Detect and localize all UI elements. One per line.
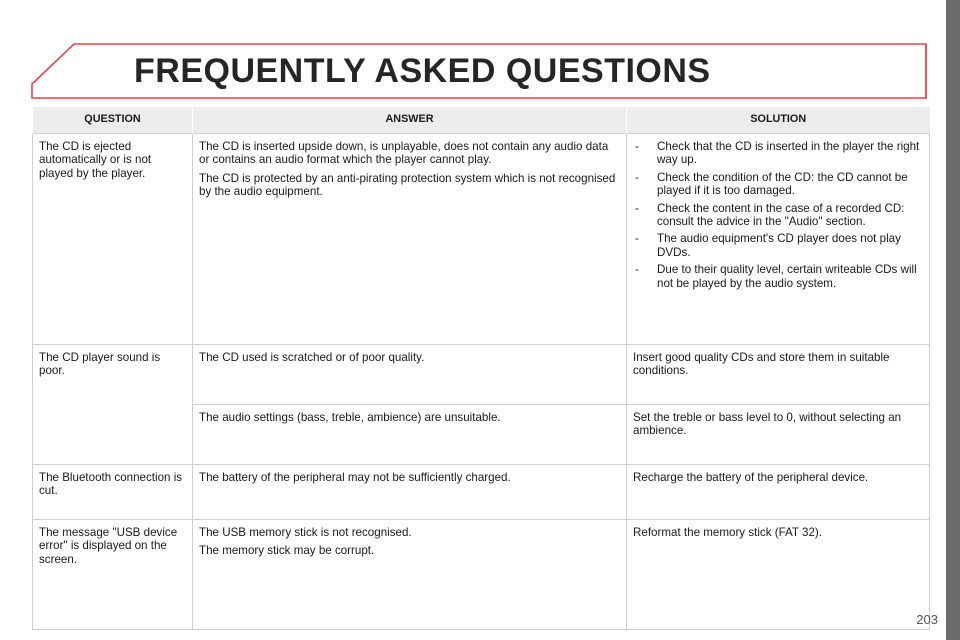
solution-list <box>633 140 923 290</box>
answer-cell <box>193 134 627 345</box>
answer-cell <box>193 520 627 630</box>
solution-text: Reformat the memory stick (FAT 32). <box>633 526 822 539</box>
solution-item-text: Check the condition of the CD: the CD cannot be played if it is too damaged. <box>657 170 908 198</box>
dash-bullet: - <box>635 263 639 277</box>
question-text: The message "USB device error" is displayed on the screen. <box>39 526 178 566</box>
solution-item <box>633 263 923 290</box>
solution-text: Insert good quality CDs and store them in suitable conditions. <box>633 351 890 378</box>
answer-cell <box>193 465 627 520</box>
column-header-solution: SOLUTION <box>627 107 930 134</box>
solution-item <box>633 232 923 259</box>
faq-table <box>32 107 930 630</box>
solution-cell <box>627 520 930 630</box>
solution-item-text: Due to their quality level, certain writeable CDs will not be played by the audio system. <box>657 263 917 290</box>
answer-text: The audio settings (bass, treble, ambience) are unsuitable. <box>199 411 501 424</box>
question-cell <box>33 520 193 630</box>
answer-text: The CD is inserted upside down, is unplayable, does not contain any audio data or contains an audio format which the player cannot play. <box>199 140 609 167</box>
solution-cell <box>627 345 930 405</box>
table-row <box>33 520 930 630</box>
table-header-row <box>33 107 930 134</box>
answer-text: The battery of the peripheral may not be sufficiently charged. <box>199 471 511 484</box>
question-text: The Bluetooth connection is cut. <box>39 471 183 498</box>
page-title: FREQUENTLY ASKED QUESTIONS <box>134 52 711 90</box>
page-number: 203 <box>916 612 938 627</box>
solution-text: Set the treble or bass level to 0, without selecting an ambience. <box>633 411 902 438</box>
dash-bullet: - <box>635 140 639 153</box>
question-cell <box>33 465 193 520</box>
dash-bullet: - <box>635 170 639 184</box>
answer-text: The memory stick may be corrupt. <box>199 544 375 558</box>
solution-item <box>633 171 923 198</box>
table-row <box>33 134 930 345</box>
column-header-question: QUESTION <box>33 107 193 134</box>
question-text: The CD player sound is poor. <box>39 351 161 378</box>
dash-bullet: - <box>635 201 639 215</box>
solution-item-text: Check the content in the case of a recorded CD: consult the advice in the "Audio" section. <box>657 201 905 229</box>
solution-cell <box>627 134 930 345</box>
solution-item <box>633 202 923 229</box>
dash-bullet: - <box>635 232 639 246</box>
question-text: The CD is ejected automatically or is not played by the player. <box>39 140 152 180</box>
solution-text: Recharge the battery of the peripheral device. <box>633 471 869 484</box>
solution-cell <box>627 465 930 520</box>
answer-text: The CD used is scratched or of poor quality. <box>199 351 425 364</box>
solution-item <box>633 140 923 167</box>
question-cell <box>33 134 193 345</box>
answer-text: The CD is protected by an anti-pirating protection system which is not recognised by the audio equipment. <box>199 171 616 199</box>
question-cell <box>33 345 193 465</box>
table-row <box>33 345 930 405</box>
answer-text: The USB memory stick is not recognised. <box>199 526 412 539</box>
column-header-answer: ANSWER <box>193 107 627 134</box>
solution-item-text: Check that the CD is inserted in the player the right way up. <box>657 140 920 167</box>
table-row <box>33 465 930 520</box>
solution-item-text: The audio equipment's CD player does not play DVDs. <box>657 232 901 259</box>
answer-cell <box>193 405 627 465</box>
answer-cell <box>193 345 627 405</box>
solution-cell <box>627 405 930 465</box>
